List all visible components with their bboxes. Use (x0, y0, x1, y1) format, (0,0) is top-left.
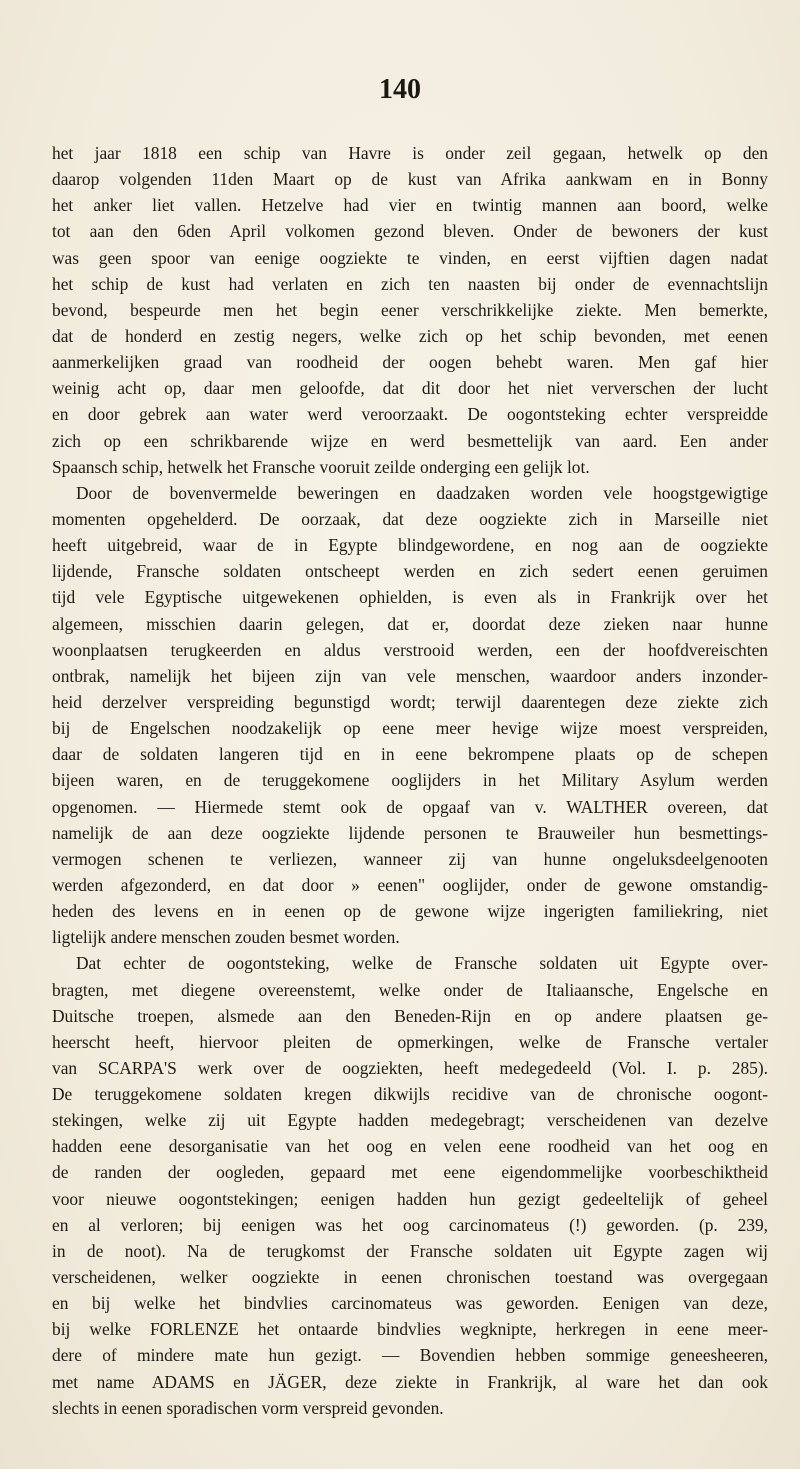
text-line: in de noot). Na de terugkomst der Fransche soldaten uit Egypte zagen wij (52, 1240, 768, 1261)
body-text (52, 140, 768, 1421)
text-line: vermogen schenen te verliezen, wanneer zij van hunne ongeluksdeelgenooten (52, 848, 768, 869)
text-line: heid derzelver verspreiding begunstigd wordt; terwijl daarentegen deze ziekte zich (52, 691, 768, 712)
text-line: Dat echter de oogontsteking, welke de Fransche soldaten uit Egypte over- (76, 953, 768, 974)
text-line: heden des levens en in eenen op de gewone wijze ingerigten familiekring, niet (52, 901, 768, 922)
text-line: slechts in eenen sporadischen vorm verspreid gevonden. (52, 1397, 444, 1418)
text-line: bijeen waren, en de teruggekomene ooglijders in het Military Asylum werden (52, 770, 768, 791)
text-line: weinig acht op, daar men geloofde, dat dit door het niet ververschen der lucht (52, 378, 768, 399)
text-line: Spaansch schip, hetwelk het Fransche vooruit zeilde onderging een gelijk lot. (52, 456, 590, 477)
text-line: tijd vele Egyptische uitgewekenen ophielden, is even als in Frankrijk over het (52, 587, 768, 608)
text-line: algemeen, misschien daarin gelegen, dat er, doordat deze zieken naar hunne (52, 613, 768, 634)
text-line: werden afgezonderd, en dat door » eenen" ooglijder, onder de gewone omstandig- (52, 874, 768, 895)
text-line: en door gebrek aan water werd veroorzaakt. De oogontsteking echter verspreidde (52, 404, 768, 425)
text-line: was geen spoor van eenige oogziekte te vinden, en eerst vijftien dagen nadat (52, 247, 768, 268)
text-line: bevond, bespeurde men het begin eener verschrikkelijke ziekte. Men bemerkte, (52, 299, 768, 320)
text-line: van SCARPA'S werk over de oogziekten, heeft medegedeeld (Vol. I. p. 285). (52, 1057, 768, 1078)
text-line: aanmerkelijken graad van roodheid der oogen behebt waren. Men gaf hier (52, 352, 768, 373)
text-line: met name ADAMS en JÄGER, deze ziekte in Frankrijk, al ware het dan ook (52, 1371, 768, 1392)
text-line: heeft uitgebreid, waar de in Egypte blindgewordene, en nog aan de oogziekte (52, 535, 768, 556)
text-line: tot aan den 6den April volkomen gezond bleven. Onder de bewoners der kust (52, 221, 768, 242)
text-line: bij de Engelschen noodzakelijk op eene meer hevige wijze moest verspreiden, (52, 718, 768, 739)
text-line: woonplaatsen terugkeerden en aldus verstrooid werden, een der hoofdvereischten (52, 639, 768, 660)
text-line: Duitsche troepen, alsmede aan den Beneden-Rijn en op andere plaatsen ge- (52, 1005, 768, 1026)
text-line: en al verloren; bij eenigen was het oog carcinomateus (!) geworden. (p. 239, (52, 1214, 768, 1235)
text-line: hadden eene desorganisatie van het oog en velen eene roodheid van het oog en (52, 1136, 768, 1157)
text-line: ligtelijk andere menschen zouden besmet worden. (52, 927, 400, 948)
text-line: heerscht heeft, hiervoor pleiten de opmerkingen, welke de Fransche vertaler (52, 1031, 768, 1052)
text-line: voor nieuwe oogontstekingen; eenigen hadden hun gezigt gedeeltelijk of geheel (52, 1188, 768, 1209)
text-line: namelijk de aan deze oogziekte lijdende personen te Brauweiler hun besmettings- (52, 822, 768, 843)
text-line: en bij welke het bindvlies carcinomateus was geworden. Eenigen van deze, (52, 1293, 768, 1314)
text-line: dat de honderd en zestig negers, welke zich op het schip bevonden, met eenen (52, 325, 768, 346)
text-line: daar de soldaten langeren tijd en in eene bekrompene plaats op de schepen (52, 744, 768, 765)
text-line: momenten opgehelderd. De oorzaak, dat deze oogziekte zich in Marseille niet (52, 508, 768, 529)
text-line: stekingen, welke zij uit Egypte hadden medegebragt; verscheidenen van dezelve (52, 1110, 768, 1131)
text-line: verscheidenen, welker oogziekte in eenen chronischen toestand was overgegaan (52, 1267, 768, 1288)
text-line: het schip de kust had verlaten en zich ten naasten bij onder de evennachtslijn (52, 273, 768, 294)
text-line: bij welke FORLENZE het ontaarde bindvlies wegknipte, herkregen in eene meer- (52, 1319, 768, 1340)
text-line: de randen der oogleden, gepaard met eene eigendommelijke voorbeschiktheid (52, 1162, 768, 1183)
text-line: bragten, met diegene overeenstemt, welke onder de Italiaansche, Engelsche en (52, 979, 768, 1000)
text-line: zich op een schrikbarende wijze en werd besmettelijk van aard. Een ander (52, 430, 768, 451)
text-line: ontbrak, namelijk het bijeen zijn van vele menschen, waardoor anders inzonder- (52, 665, 768, 686)
text-line: dere of mindere mate hun gezigt. — Bovendien hebben sommige geneesheeren, (52, 1345, 768, 1366)
text-line: het anker liet vallen. Hetzelve had vier en twintig mannen aan boord, welke (52, 195, 768, 216)
page-number: 140 (379, 74, 421, 105)
text-line: De teruggekomene soldaten kregen dikwijls recidive van de chronische oogont- (52, 1084, 768, 1105)
text-line: daarop volgenden 11den Maart op de kust van Afrika aankwam en in Bonny (52, 169, 768, 190)
text-line: lijdende, Fransche soldaten ontscheept werden en zich sedert eenen geruimen (52, 561, 768, 582)
text-line: het jaar 1818 een schip van Havre is onder zeil gegaan, hetwelk op den (52, 143, 768, 163)
text-line: Door de bovenvermelde beweringen en daadzaken worden vele hoogstgewigtige (76, 482, 768, 503)
text-line: opgenomen. — Hiermede stemt ook de opgaaf van v. WALTHER overeen, dat (52, 796, 768, 817)
